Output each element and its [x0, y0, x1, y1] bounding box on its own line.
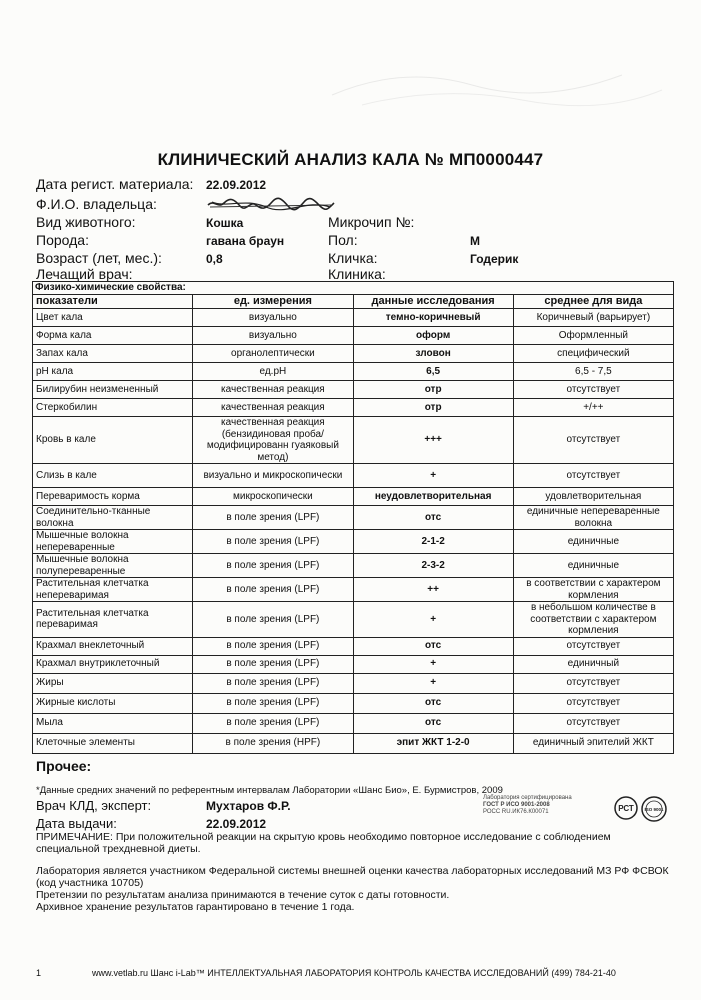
column-header-unit: ед. измерения: [193, 295, 353, 309]
cert-line-1: Лаборатория сертифицирована: [483, 795, 572, 801]
table-row: [33, 309, 674, 327]
row-norm: в соответствии с характером кормления: [513, 578, 673, 602]
table-row: [33, 464, 674, 488]
row-result: неудовлетворительная: [353, 488, 513, 506]
table-row: [33, 506, 674, 530]
row-parameter: Билирубин неизмененный: [33, 381, 193, 399]
reg-date-value: 22.09.2012: [206, 178, 267, 192]
row-unit: ед.pH: [193, 363, 353, 381]
rst-logo: [612, 795, 642, 821]
row-result: 6,5: [353, 363, 513, 381]
row-parameter: Цвет кала: [33, 309, 193, 327]
scan-artifact: [322, 55, 682, 115]
info-line-2: (код участника 10705): [36, 877, 144, 889]
row-norm: в небольшом количестве в соответствии с характером кормления: [513, 602, 673, 638]
certification-block: [483, 795, 572, 816]
row-norm: отсутствует: [513, 417, 673, 464]
row-result: 2-3-2: [353, 554, 513, 578]
row-norm: единичный: [513, 655, 673, 673]
table-row: [33, 327, 674, 345]
breed-value: гавана браун: [206, 234, 285, 248]
row-unit: визуально: [193, 309, 353, 327]
table-row: [33, 693, 674, 713]
row-result: отс: [353, 713, 513, 733]
sex-label: Пол:: [328, 232, 358, 248]
row-parameter: Кровь в кале: [33, 417, 193, 464]
table-row: [33, 713, 674, 733]
owner-label: Ф.И.О. владельца:: [36, 196, 157, 212]
row-parameter: Жиры: [33, 673, 193, 693]
nickname-value: Годерик: [470, 252, 519, 266]
row-parameter: Жирные кислоты: [33, 693, 193, 713]
row-parameter: Слизь в кале: [33, 464, 193, 488]
row-unit: в поле зрения (HPF): [193, 733, 353, 753]
row-result: +: [353, 655, 513, 673]
row-result: отр: [353, 399, 513, 417]
cert-line-2: ГОСТ Р ИСО 9001-2008: [483, 802, 550, 808]
row-unit: в поле зрения (LPF): [193, 655, 353, 673]
row-parameter: Форма кала: [33, 327, 193, 345]
row-unit: в поле зрения (LPF): [193, 713, 353, 733]
table-row: [33, 637, 674, 655]
row-unit: в поле зрения (LPF): [193, 693, 353, 713]
info-line-4: Архивное хранение результатов гарантировано в течение 1 года.: [36, 901, 355, 913]
row-norm: отсутствует: [513, 673, 673, 693]
svg-text:РСТ: РСТ: [618, 804, 634, 813]
reg-date-label: Дата регист. материала:: [36, 176, 194, 192]
cert-line-3: РОСС RU.ИК76.К00071: [483, 809, 549, 815]
table-row: [33, 673, 674, 693]
row-result: отс: [353, 506, 513, 530]
row-result: ++: [353, 578, 513, 602]
species-label: Вид животного:: [36, 214, 136, 230]
table-row: [33, 399, 674, 417]
row-result: 2-1-2: [353, 530, 513, 554]
reference-note: *Данные средних значений по референтным интервалам Лаборатории «Шанс Био», Е. Бурмистров, 2009: [36, 785, 503, 796]
info-line-3: Претензии по результатам анализа принимаются в течение суток с даты готовности.: [36, 889, 450, 901]
row-unit: в поле зрения (LPF): [193, 506, 353, 530]
row-norm: +/++: [513, 399, 673, 417]
row-parameter: Крахмал внеклеточный: [33, 637, 193, 655]
row-parameter: Мышечные волокна полупереваренные: [33, 554, 193, 578]
row-result: +: [353, 673, 513, 693]
microchip-label: Микрочип №:: [328, 214, 415, 230]
table-row: [33, 602, 674, 638]
column-header-parameter: показатели: [33, 295, 193, 309]
row-norm: единичные: [513, 554, 673, 578]
row-unit: качественная реакция: [193, 399, 353, 417]
other-label: Прочее:: [36, 758, 92, 774]
table-row: [33, 363, 674, 381]
table-row: [33, 417, 674, 464]
redacted-owner-name: [206, 197, 336, 211]
row-unit: в поле зрения (LPF): [193, 602, 353, 638]
row-unit: в поле зрения (LPF): [193, 637, 353, 655]
footer-text: www.vetlab.ru Шанс i-Lab™ ИНТЕЛЛЕКТУАЛЬНАЯ ЛАБОРАТОРИЯ КОНТРОЛЬ КАЧЕСТВА ИССЛЕДОВАНИЙ (499) 784-21-40: [92, 968, 616, 978]
row-parameter: Мыла: [33, 713, 193, 733]
column-header-row: [33, 295, 674, 309]
row-norm: Коричневый (варьирует): [513, 309, 673, 327]
row-unit: в поле зрения (LPF): [193, 530, 353, 554]
table-row: [33, 381, 674, 399]
info-line-1: Лаборатория является участником Федеральной системы внешней оценки качества лабораторных исследований МЗ РФ ФСВОК: [36, 865, 669, 877]
row-result: +: [353, 602, 513, 638]
row-norm: отсутствует: [513, 713, 673, 733]
row-norm: отсутствует: [513, 637, 673, 655]
row-parameter: pH кала: [33, 363, 193, 381]
row-parameter: Растительная клетчатка переваримая: [33, 602, 193, 638]
sex-value: М: [470, 234, 480, 248]
issue-date-value: 22.09.2012: [206, 817, 267, 831]
row-parameter: Растительная клетчатка непереваримая: [33, 578, 193, 602]
report-title: КЛИНИЧЕСКИЙ АНАЛИЗ КАЛА № МП0000447: [157, 150, 544, 169]
clinic-label: Клиника:: [328, 266, 386, 282]
row-norm: Оформленный: [513, 327, 673, 345]
row-norm: единичные: [513, 530, 673, 554]
row-unit: качественная реакция: [193, 381, 353, 399]
row-result: оформ: [353, 327, 513, 345]
row-unit: микроскопически: [193, 488, 353, 506]
row-parameter: Запах кала: [33, 345, 193, 363]
section-title: Физико-химические свойства:: [33, 282, 674, 295]
row-result: +++: [353, 417, 513, 464]
section-row: [33, 282, 674, 295]
row-norm: специфический: [513, 345, 673, 363]
row-result: +: [353, 464, 513, 488]
row-result: отр: [353, 381, 513, 399]
table-row: [33, 488, 674, 506]
row-result: темно-коричневый: [353, 309, 513, 327]
row-unit: органолептически: [193, 345, 353, 363]
row-unit: в поле зрения (LPF): [193, 673, 353, 693]
row-unit: визуально: [193, 327, 353, 345]
row-norm: единичный эпителий ЖКТ: [513, 733, 673, 753]
row-parameter: Крахмал внутриклеточный: [33, 655, 193, 673]
row-norm: 6,5 - 7,5: [513, 363, 673, 381]
row-norm: отсутствует: [513, 693, 673, 713]
row-parameter: Соединительно-тканные волокна: [33, 506, 193, 530]
doctor-label: Лечащий врач:: [36, 266, 133, 282]
table-row: [33, 530, 674, 554]
age-label: Возраст (лет, мес.):: [36, 250, 162, 266]
results-table: [32, 281, 674, 754]
row-unit: качественная реакция (бензидиновая проба/модифицированн гуаяковый метод): [193, 417, 353, 464]
row-unit: в поле зрения (LPF): [193, 554, 353, 578]
table-row: [33, 554, 674, 578]
row-norm: отсутствует: [513, 464, 673, 488]
remark-text: ПРИМЕЧАНИЕ: При положительной реакции на скрытую кровь необходимо повторное исследование с соблюдением специальной трехдневной диеты.: [36, 831, 611, 855]
table-row: [33, 578, 674, 602]
row-parameter: Переваримость корма: [33, 488, 193, 506]
age-value: 0,8: [206, 252, 223, 266]
row-parameter: Клеточные элементы: [33, 733, 193, 753]
row-norm: удовлетворительная: [513, 488, 673, 506]
breed-label: Порода:: [36, 232, 89, 248]
svg-text:ISO 9001: ISO 9001: [644, 807, 664, 812]
issue-date-label: Дата выдачи:: [36, 816, 117, 831]
row-result: эпит ЖКТ 1-2-0: [353, 733, 513, 753]
row-norm: отсутствует: [513, 381, 673, 399]
table-row: [33, 345, 674, 363]
expert-name: Мухтаров Ф.Р.: [206, 799, 291, 813]
nickname-label: Кличка:: [328, 250, 378, 266]
expert-label: Врач КЛД, эксперт:: [36, 798, 152, 813]
column-header-result: данные исследования: [353, 295, 513, 309]
row-unit: в поле зрения (LPF): [193, 578, 353, 602]
column-header-norm: среднее для вида: [513, 295, 673, 309]
table-row: [33, 733, 674, 753]
page-number: 1: [36, 968, 42, 978]
iso-logo: [640, 795, 668, 823]
row-parameter: Мышечные волокна непереваренные: [33, 530, 193, 554]
row-parameter: Стеркобилин: [33, 399, 193, 417]
row-result: зловон: [353, 345, 513, 363]
row-result: отс: [353, 693, 513, 713]
row-norm: единичные непереваренные волокна: [513, 506, 673, 530]
row-result: отс: [353, 637, 513, 655]
table-row: [33, 655, 674, 673]
species-value: Кошка: [206, 216, 244, 230]
row-unit: визуально и микроскопически: [193, 464, 353, 488]
